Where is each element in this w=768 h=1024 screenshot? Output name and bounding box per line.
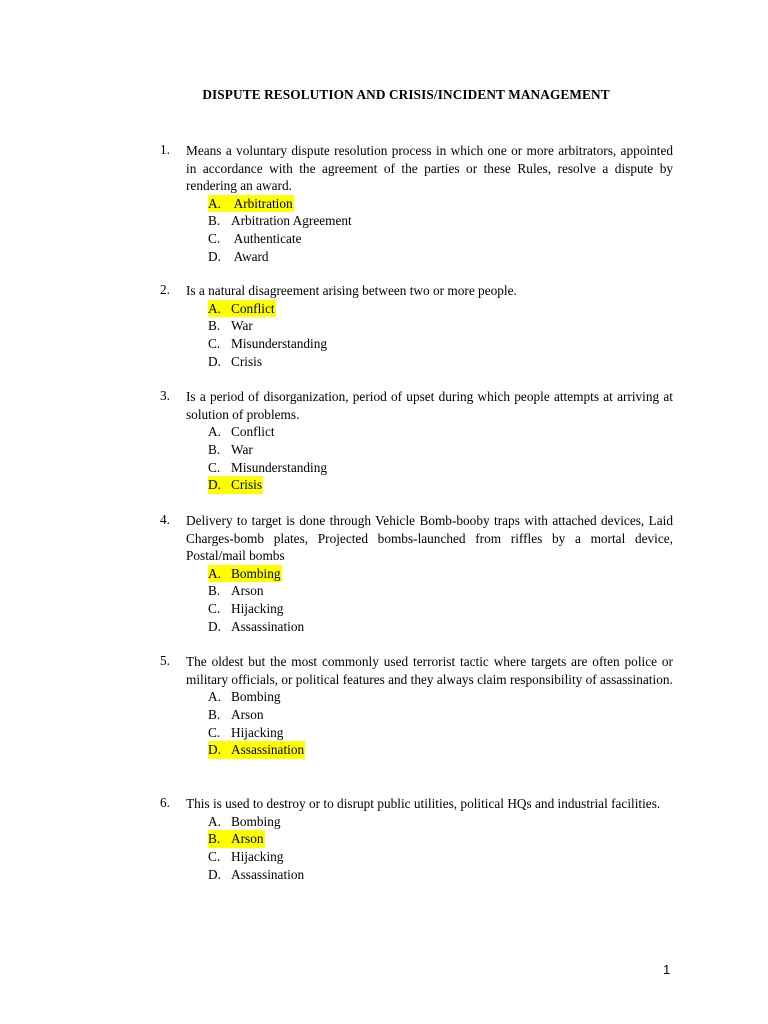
options-list <box>208 300 673 371</box>
question-text: This is used to destroy or to disrupt public utilities, political HQs and industrial facilities. <box>186 796 661 811</box>
question-text: Delivery to target is done through Vehicle Bomb-booby traps with attached devices, Laid Charges-bomb plates, Projected bombs-launched from riffles by a mortal device, Postal/mail bombs <box>186 513 673 564</box>
question-number: 1. <box>160 142 170 157</box>
options-list <box>208 423 673 494</box>
option-c: C. Authenticate <box>208 231 302 247</box>
option-b: B. Arson <box>208 706 264 722</box>
option-d: D. Assassination <box>208 618 305 634</box>
question-text: The oldest but the most commonly used terrorist tactic where targets are often police or military officials, or political features and they always claim responsibility of assassination. <box>186 654 673 687</box>
question-3 <box>160 388 673 494</box>
option-a: A. Arbitration <box>208 195 293 211</box>
option-c: C. Hijacking <box>208 848 284 864</box>
question-number: 3. <box>160 388 170 403</box>
option-a: A. Conflict <box>208 300 275 316</box>
option-a: A. Conflict <box>208 424 275 440</box>
option-d: D. Award <box>208 248 269 264</box>
option-b: B. Arbitration Agreement <box>208 213 352 229</box>
question-text: Is a period of disorganization, period of upset during which people attempts at arriving at solution of problems. <box>186 389 673 422</box>
document-title: DISPUTE RESOLUTION AND CRISIS/INCIDENT MANAGEMENT <box>202 87 610 102</box>
option-a: A. Bombing <box>208 813 281 829</box>
question-6 <box>160 795 673 883</box>
question-number: 4. <box>160 512 170 527</box>
option-d: D. Crisis <box>208 353 263 369</box>
option-b: B. War <box>208 441 253 457</box>
question-number: 6. <box>160 795 170 810</box>
option-b: B. Arson <box>208 583 264 599</box>
question-text: Is a natural disagreement arising between two or more people. <box>186 283 517 298</box>
question-1 <box>160 142 673 266</box>
question-2 <box>160 282 673 370</box>
options-list <box>208 565 673 636</box>
option-b: B. War <box>208 318 253 334</box>
options-list <box>208 813 673 884</box>
page-number: 1 <box>663 962 671 977</box>
option-c: C. Misunderstanding <box>208 459 328 475</box>
question-text: Means a voluntary dispute resolution process in which one or more arbitrators, appointed in accordance with the agreement of the parties or these Rules, resolve a dispute by rendering an award. <box>186 143 673 194</box>
option-d: D. Assassination <box>208 742 305 758</box>
option-c: C. Hijacking <box>208 724 284 740</box>
option-b: B. Arson <box>208 831 264 847</box>
option-a: A. Bombing <box>208 689 281 705</box>
options-list <box>208 195 673 266</box>
option-d: D. Crisis <box>208 477 263 493</box>
option-c: C. Hijacking <box>208 601 284 617</box>
option-d: D. Assassination <box>208 866 305 882</box>
question-5 <box>160 653 673 759</box>
question-4 <box>160 512 673 636</box>
options-list <box>208 688 673 759</box>
option-a: A. Bombing <box>208 565 281 581</box>
question-number: 2. <box>160 282 170 297</box>
option-c: C. Misunderstanding <box>208 335 328 351</box>
question-number: 5. <box>160 653 170 668</box>
